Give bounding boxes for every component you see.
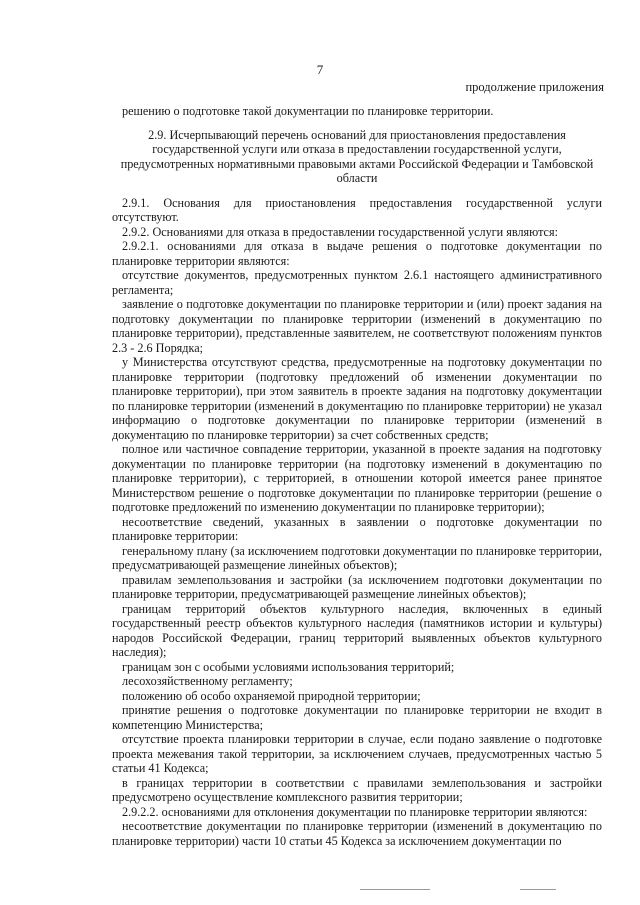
continuation-note: продолжение приложения (465, 80, 604, 94)
paragraph: 2.9.2. Основаниями для отказа в предоставлении государственной услуги являются: (122, 224, 558, 239)
paragraph: несоответствие сведений, указанных в заявлении о подготовке документации по планировке территории: (112, 514, 602, 543)
paragraph: несоответствие документации по планировке территории (изменений в документацию по планировке территории) части 10 статьи 45 Кодекса за исключением документации по (112, 819, 602, 848)
paragraph: в границах территории в соответствии с правилами землепользования и застройки предусмотрено осуществление комплексного развития территории; (112, 775, 602, 804)
paragraph: заявление о подготовке документации по планировке территории и (или) проект задания на подготовку документации по планировке территории (изменений в документацию по планировке территории), представленные заявителем, не соответствуют положениям пунктов 2.3 - 2.6 Порядка; (112, 297, 602, 355)
paragraph: отсутствие проекта планировки территории в случае, если подано заявление о подготовке проекта межевания такой территории, за исключением случаев, предусмотренных частью 5 статьи 41 Кодекса; (112, 732, 602, 775)
paragraph: решению о подготовке такой документации по планировке территории. (122, 104, 494, 118)
paragraph: правилам землепользования и застройки (за исключением подготовки документации по планировке территории, предусматривающей размещение линейных объектов); (112, 572, 602, 601)
paragraph: отсутствие документов, предусмотренных пунктом 2.6.1 настоящего административного регламента; (112, 268, 602, 297)
paragraph: границам зон с особыми условиями использования территорий; (122, 659, 455, 674)
paragraph: генеральному плану (за исключением подготовки документации по планировке территории, предусматривающей размещение линейных объектов); (112, 543, 602, 572)
paragraph: 2.9.2.2. основаниями для отклонения документации по планировке территории являются: (122, 804, 588, 819)
paragraph: границам территорий объектов культурного наследия, включенных в единый государственный реестр объектов культурного наследия (памятников истории и культуры) народов Российской Федерации, границ территорий выявленных объектов культурного наследия); (112, 601, 602, 659)
scan-mark (520, 889, 556, 890)
page-number: 7 (316, 62, 324, 77)
paragraph: положению об особо охраняемой природной территории; (122, 688, 421, 703)
paragraph: 2.9.1. Основания для приостановления предоставления государственной услуги отсутствуют. (112, 195, 602, 224)
paragraph: принятие решения о подготовке документации по планировке территории не входит в компетенцию Министерства; (112, 703, 602, 732)
paragraph: 2.9.2.1. основаниями для отказа в выдаче решения о подготовке документации по планировке территории являются: (112, 239, 602, 268)
paragraph: лесохозяйственному регламенту; (122, 674, 293, 688)
paragraph: у Министерства отсутствуют средства, предусмотренные на подготовку документации по планировке территории (подготовку предложений об изменении документации по планировке территории), при этом заявитель в проекте задания на подготовку документации по планировке территории (изменений в документацию по планировке территории) не указал информацию о подготовке документации по планировке территории (изменений в документацию по планировке территории) за счет собственных средств; (112, 355, 602, 442)
paragraph: полное или частичное совпадение территории, указанной в проекте задания на подготовку документации по планировке территории (на подготовку изменений в документацию по планировке территории), с территорией, в отношении которой имеется ранее принятое Министерством решение о подготовке документации по планировке территории (решение о подготовке предложений по изменению документации по планировке территории); (112, 442, 602, 514)
scan-mark (360, 889, 430, 890)
section-heading: 2.9. Исчерпывающий перечень оснований для приостановления предоставления государственной услуги или отказа в предоставлении государственной услуги, предусмотренных нормативными правовыми актами Российской Федерации и Тамбовской области (120, 127, 594, 185)
document-body (112, 104, 602, 848)
